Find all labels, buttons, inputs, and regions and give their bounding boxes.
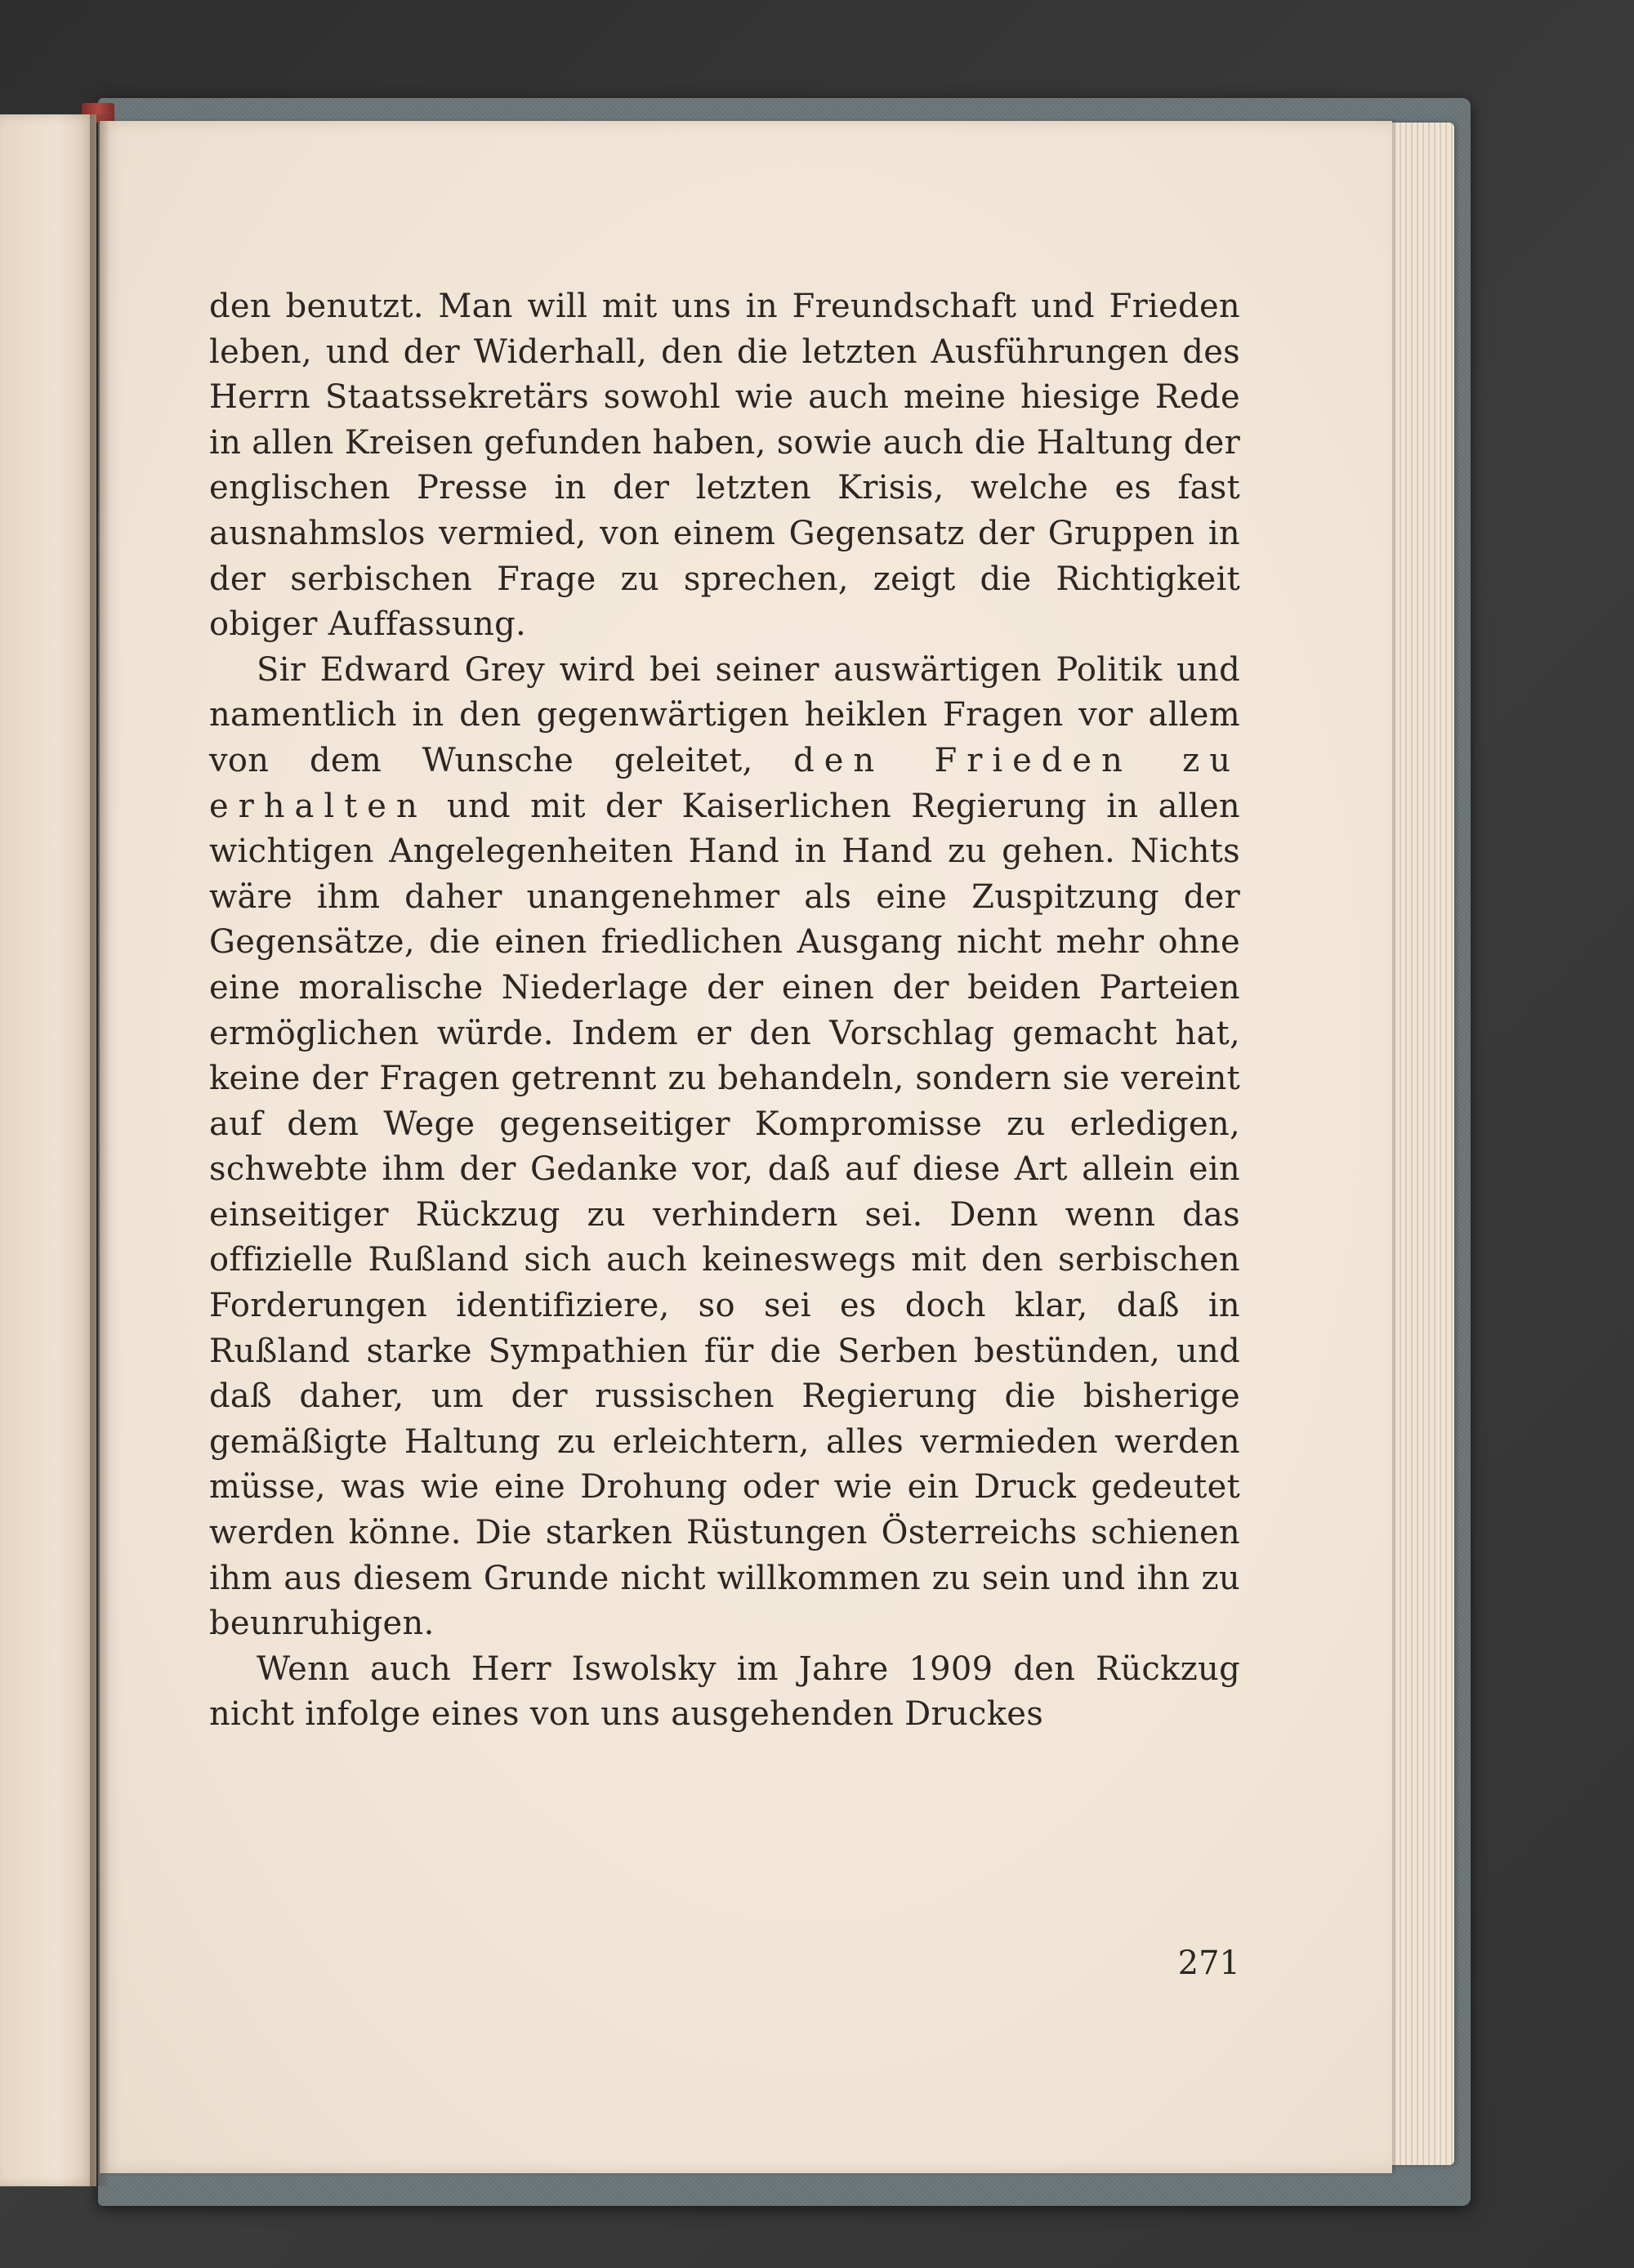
paragraph-2-start: Sir Edward Grey wird bei seiner auswärtigen Politik und namentlich in den gegenwärtigen heiklen Fragen vor allem von dem Wunsche geleitet,	[209, 650, 1240, 779]
paragraph-2	[209, 648, 1240, 1647]
paragraph-1: den benutzt. Man will mit uns in Freundschaft und Frieden leben, und der Widerhall, den die letzten Ausführungen des Herrn Staatssekretärs sowohl wie auch meine hiesige Rede in allen Kreisen gefunden haben, sowie auch die Haltung der englischen Presse in der letzten Krisis, welche es fast ausnahmslos vermied, von einem Gegensatz der Gruppen in der serbischen Frage zu sprechen, zeigt die Richtigkeit obiger Auffassung.	[209, 288, 1240, 644]
emphasized-phrase: den Frieden zu erhalten	[209, 741, 1240, 825]
gutter-shadow	[90, 114, 109, 2186]
paragraph-2-rest: und mit der Kaiserlichen Regierung in allen wichtigen Angelegenheiten Hand in Hand zu gehen. Nichts wäre ihm daher unangenehmer als eine Zuspitzung der Gegensätze, die einen friedlichen Ausgang nicht mehr ohne eine moralische Niederlage der einen der beiden Parteien ermöglichen würde. Indem er den Vorschlag gemacht hat, keine der Fragen getrennt zu behandeln, sondern sie vereint auf dem Wege gegenseitiger Kompromisse zu erledigen, schwebte ihm der Gedanke vor, daß auf diese Art allein ein einseitiger Rückzug zu verhindern sei. Denn wenn das offizielle Rußland sich auch keineswegs mit den serbischen Forderungen identifiziere, so sei es doch klar, daß in Rußland starke Sympathien für die Serben bestünden, und daß daher, um der russischen Regierung die bisherige gemäßigte Haltung zu erleichtern, alles vermieden werden müsse, was wie eine Drohung oder wie ein Druck gedeutet werden könne. Die starken Rüstungen Österreichs schienen ihm aus diesem Grunde nicht willkommen zu sein und ihn zu beunruhigen.	[209, 787, 1240, 1643]
paragraph-3: Wenn auch Herr Iswolsky im Jahre 1909 den Rückzug nicht infolge eines von uns ausgehenden Druckes	[209, 1650, 1240, 1734]
page-text	[209, 284, 1240, 1738]
previous-page-edge	[0, 114, 96, 2186]
page-number: 271	[1177, 1944, 1240, 1982]
book-page	[100, 121, 1392, 2173]
